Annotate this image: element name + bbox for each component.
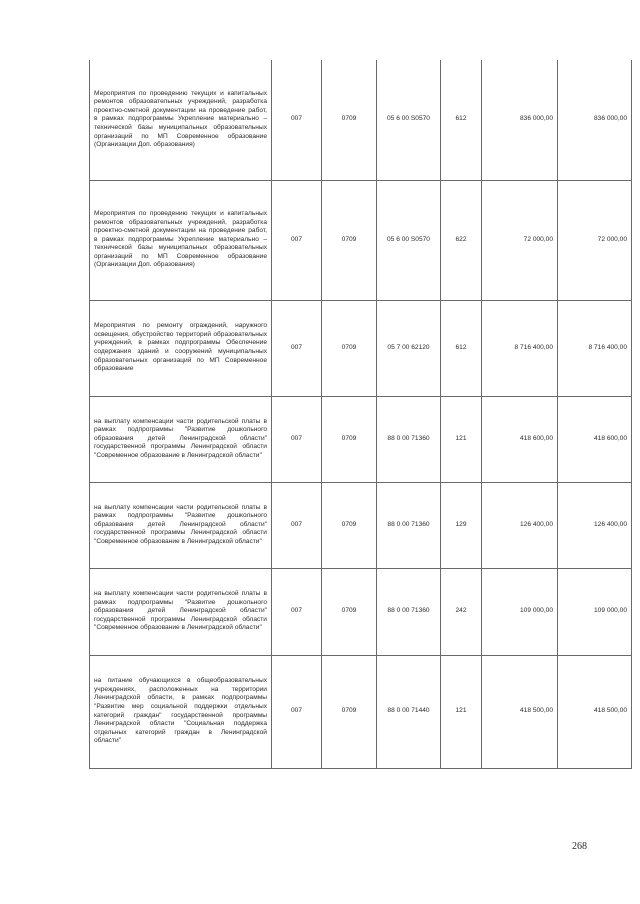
- row-description: на выплату компенсации части родительской платы в рамках подпрограммы "Развитие дошкольного образования детей Ленинградской области" государственной программы Ленинградской области "Современное образование в Ленинградской области": [90, 396, 272, 482]
- total-amount: 418 600,00: [558, 396, 632, 482]
- section-code: 0709: [322, 60, 377, 180]
- amount: 8 716 400,00: [482, 300, 558, 396]
- table-row: [90, 180, 632, 300]
- table-row: [90, 482, 632, 568]
- amount: 109 000,00: [482, 568, 558, 655]
- expense-type-code: 242: [441, 568, 482, 655]
- amount: 836 000,00: [482, 60, 558, 180]
- total-amount: 836 000,00: [558, 60, 632, 180]
- row-description: на выплату компенсации части родительской платы в рамках подпрограммы "Развитие дошкольного образования детей Ленинградской области" государственной программы Ленинградской области "Современное образование в Ленинградской области": [90, 482, 272, 568]
- ministry-code: 007: [272, 396, 322, 482]
- ministry-code: 007: [272, 300, 322, 396]
- expense-type-code: 622: [441, 180, 482, 300]
- expense-type-code: 121: [441, 655, 482, 768]
- expense-type-code: 129: [441, 482, 482, 568]
- ministry-code: 007: [272, 60, 322, 180]
- section-code: 0709: [322, 568, 377, 655]
- expense-type-code: 612: [441, 60, 482, 180]
- table-row: [90, 655, 632, 768]
- total-amount: 72 000,00: [558, 180, 632, 300]
- table-row: [90, 300, 632, 396]
- amount: 418 500,00: [482, 655, 558, 768]
- row-description: на питание обучающихся в общеобразовательных учреждениях, расположенных на территории Ленинградской области, в рамках подпрограммы "Развитие мер социальной поддержки отдельных категорий граждан" государственной программы Ленинградской области "Социальная поддержка отдельных категорий граждан в Ленинградской области": [90, 655, 272, 768]
- ministry-code: 007: [272, 655, 322, 768]
- total-amount: 109 000,00: [558, 568, 632, 655]
- expense-type-code: 612: [441, 300, 482, 396]
- section-code: 0709: [322, 180, 377, 300]
- expense-type-code: 121: [441, 396, 482, 482]
- ministry-code: 007: [272, 482, 322, 568]
- row-description: Мероприятия по ремонту ограждений, наружного освещения, обустройство территорий образовательных учреждений, в рамках подпрограммы Обеспечение содержания зданий и сооружений муниципальных образовательных организаций по МП Современное образование: [90, 300, 272, 396]
- section-code: 0709: [322, 655, 377, 768]
- row-description: Мероприятия по проведению текущих и капитальных ремонтов образовательных учреждений, разработка проектно-сметной документации на проведение работ, в рамках подпрограммы Укрепление материально – технической базы муниципальных образовательных организаций по МП Современное образование (Организации Доп. образования): [90, 180, 272, 300]
- section-code: 0709: [322, 396, 377, 482]
- section-code: 0709: [322, 300, 377, 396]
- target-article-code: 88 0 00 71360: [377, 568, 441, 655]
- total-amount: 418 500,00: [558, 655, 632, 768]
- amount: 126 400,00: [482, 482, 558, 568]
- ministry-code: 007: [272, 568, 322, 655]
- row-description: на выплату компенсации части родительской платы в рамках подпрограммы "Развитие дошкольного образования детей Ленинградской области" государственной программы Ленинградской области "Современное образование в Ленинградской области": [90, 568, 272, 655]
- table-row: [90, 396, 632, 482]
- target-article-code: 88 0 00 71360: [377, 396, 441, 482]
- section-code: 0709: [322, 482, 377, 568]
- table-row: [90, 60, 632, 180]
- table-row: [90, 568, 632, 655]
- total-amount: 8 716 400,00: [558, 300, 632, 396]
- amount: 72 000,00: [482, 180, 558, 300]
- target-article-code: 05 7 00 62120: [377, 300, 441, 396]
- ministry-code: 007: [272, 180, 322, 300]
- target-article-code: 05 6 00 S0570: [377, 60, 441, 180]
- budget-table: [89, 60, 632, 769]
- target-article-code: 88 0 00 71360: [377, 482, 441, 568]
- amount: 418 600,00: [482, 396, 558, 482]
- page-number: 268: [572, 841, 587, 852]
- total-amount: 126 400,00: [558, 482, 632, 568]
- row-description: Мероприятия по проведению текущих и капитальных ремонтов образовательных учреждений, разработка проектно-сметной документации на проведение работ, в рамках подпрограммы Укрепление материально – технической базы муниципальных образовательных организаций по МП Современное образование (Организации Доп. образования): [90, 60, 272, 180]
- target-article-code: 88 0 00 71440: [377, 655, 441, 768]
- target-article-code: 05 6 00 S0570: [377, 180, 441, 300]
